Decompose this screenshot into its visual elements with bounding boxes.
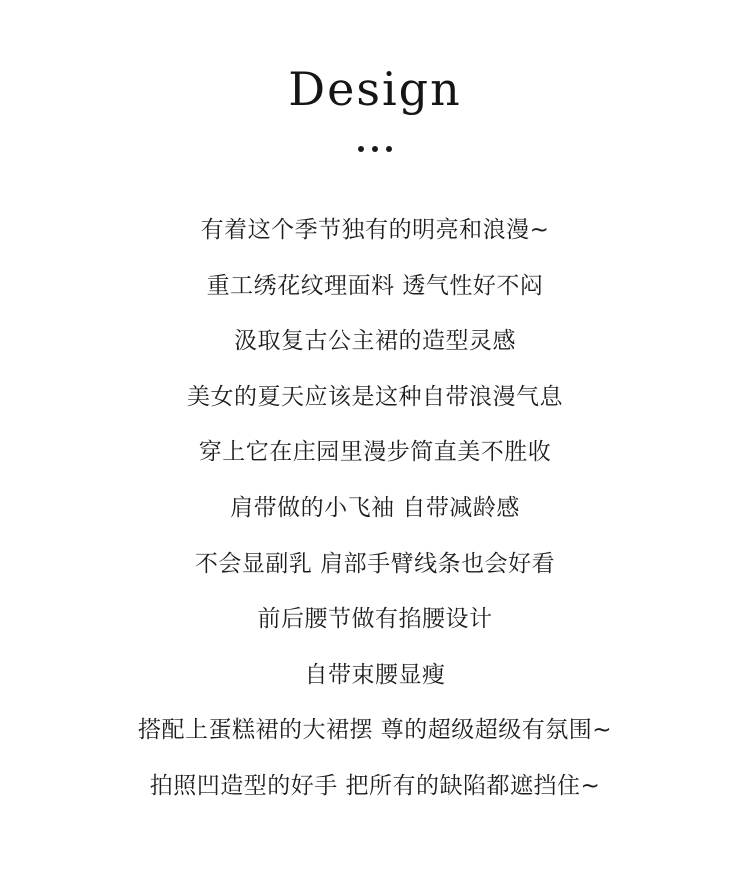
description-line: 重工绣花纹理面料 透气性好不闷 bbox=[206, 272, 544, 299]
description-line: 穿上它在庄园里漫步简直美不胜收 bbox=[198, 439, 552, 466]
divider-dot bbox=[372, 146, 378, 152]
description-line: 肩带做的小飞袖 自带减龄感 bbox=[230, 494, 520, 521]
divider-dot bbox=[358, 146, 364, 152]
description-line: 自带束腰显瘦 bbox=[304, 661, 446, 688]
description-line: 汲取复古公主裙的造型灵感 bbox=[234, 328, 516, 355]
design-description-list bbox=[0, 203, 750, 815]
description-line: 拍照凹造型的好手 把所有的缺陷都遮挡住~ bbox=[149, 772, 601, 799]
ellipsis-divider-icon bbox=[358, 145, 392, 153]
description-line: 前后腰节做有掐腰设计 bbox=[257, 606, 493, 633]
description-line: 美女的夏天应该是这种自带浪漫气息 bbox=[187, 383, 563, 410]
description-line: 有着这个季节独有的明亮和浪漫~ bbox=[200, 217, 550, 243]
description-line: 不会显副乳 肩部手臂线条也会好看 bbox=[194, 550, 556, 577]
section-title: Design bbox=[288, 62, 462, 116]
divider-dot bbox=[386, 146, 392, 152]
description-line: 搭配上蛋糕裙的大裙摆 尊的超级超级有氛围~ bbox=[137, 717, 613, 744]
